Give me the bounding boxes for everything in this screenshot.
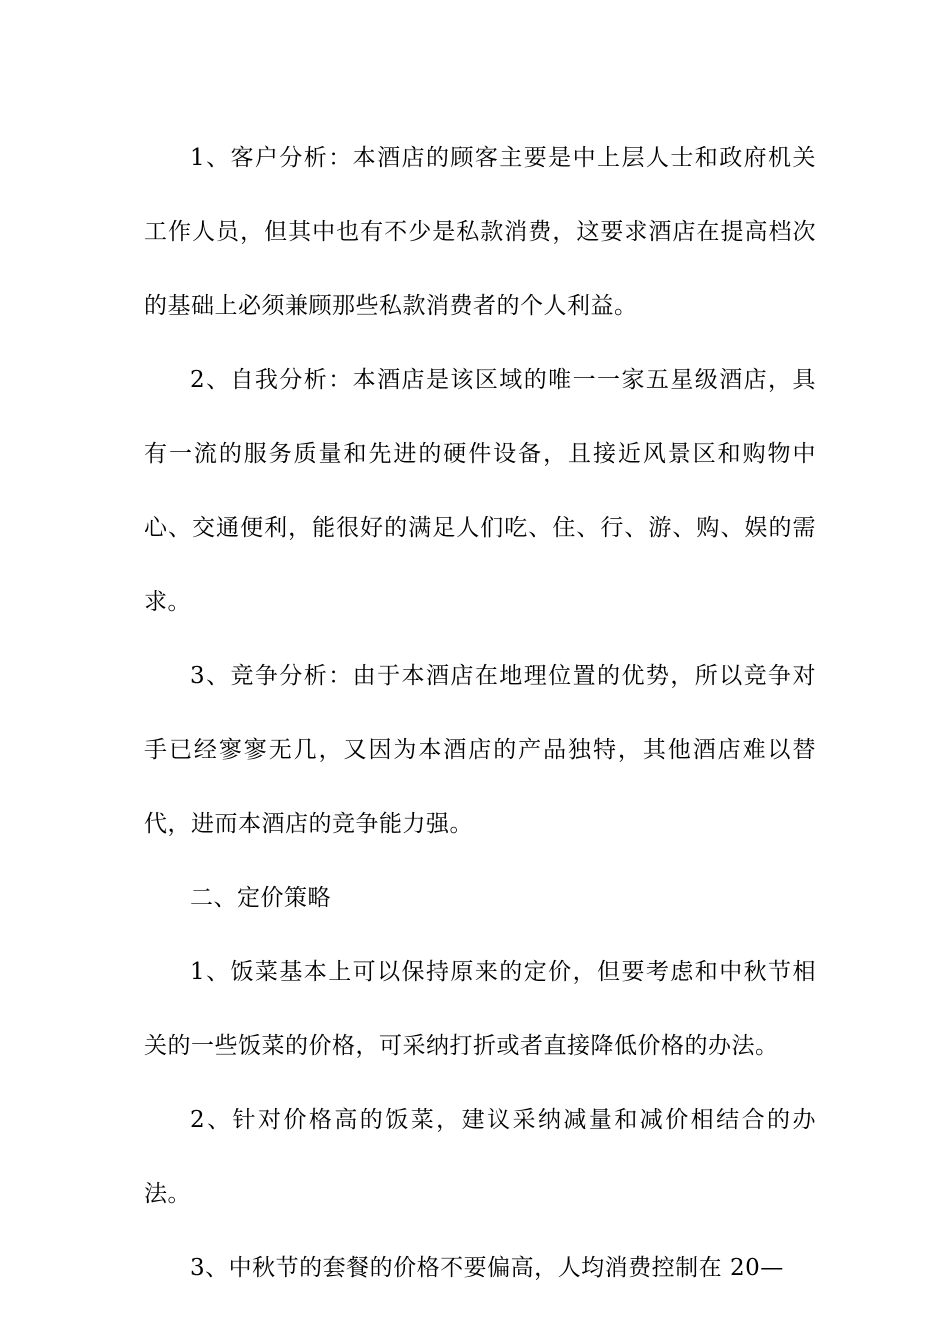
section-heading-pricing-strategy: 二、定价策略	[190, 885, 331, 911]
paragraph-pricing-item-2: 2、针对价格高的饭菜，建议采纳减量和减价相结合的办法。	[144, 1107, 816, 1207]
paragraph-customer-analysis: 1、客户分析：本酒店的顾客主要是中上层人士和政府机关工作人员，但其中也有不少是私款消费，这要求酒店在提高档次的基础上必须兼顾那些私款消费者的个人利益。	[144, 145, 816, 319]
paragraph-pricing-item-1: 1、饭菜基本上可以保持原来的定价，但要考虑和中秋节相关的一些饭菜的价格，可采纳打折或者直接降低价格的办法。	[144, 959, 816, 1059]
paragraph-competition-analysis: 3、竞争分析：由于本酒店在地理位置的优势，所以竞争对手已经寥寥无几，又因为本酒店的产品独特，其他酒店难以替代，进而本酒店的竞争能力强。	[144, 663, 816, 837]
paragraph-self-analysis: 2、自我分析：本酒店是该区域的唯一一家五星级酒店，具有一流的服务质量和先进的硬件设备，且接近风景区和购物中心、交通便利，能很好的满足人们吃、住、行、游、购、娱的需求。	[144, 367, 816, 615]
paragraph-pricing-item-3: 3、中秋节的套餐的价格不要偏高，人均消费控制在 20—	[190, 1255, 784, 1281]
document-body	[144, 121, 816, 1305]
